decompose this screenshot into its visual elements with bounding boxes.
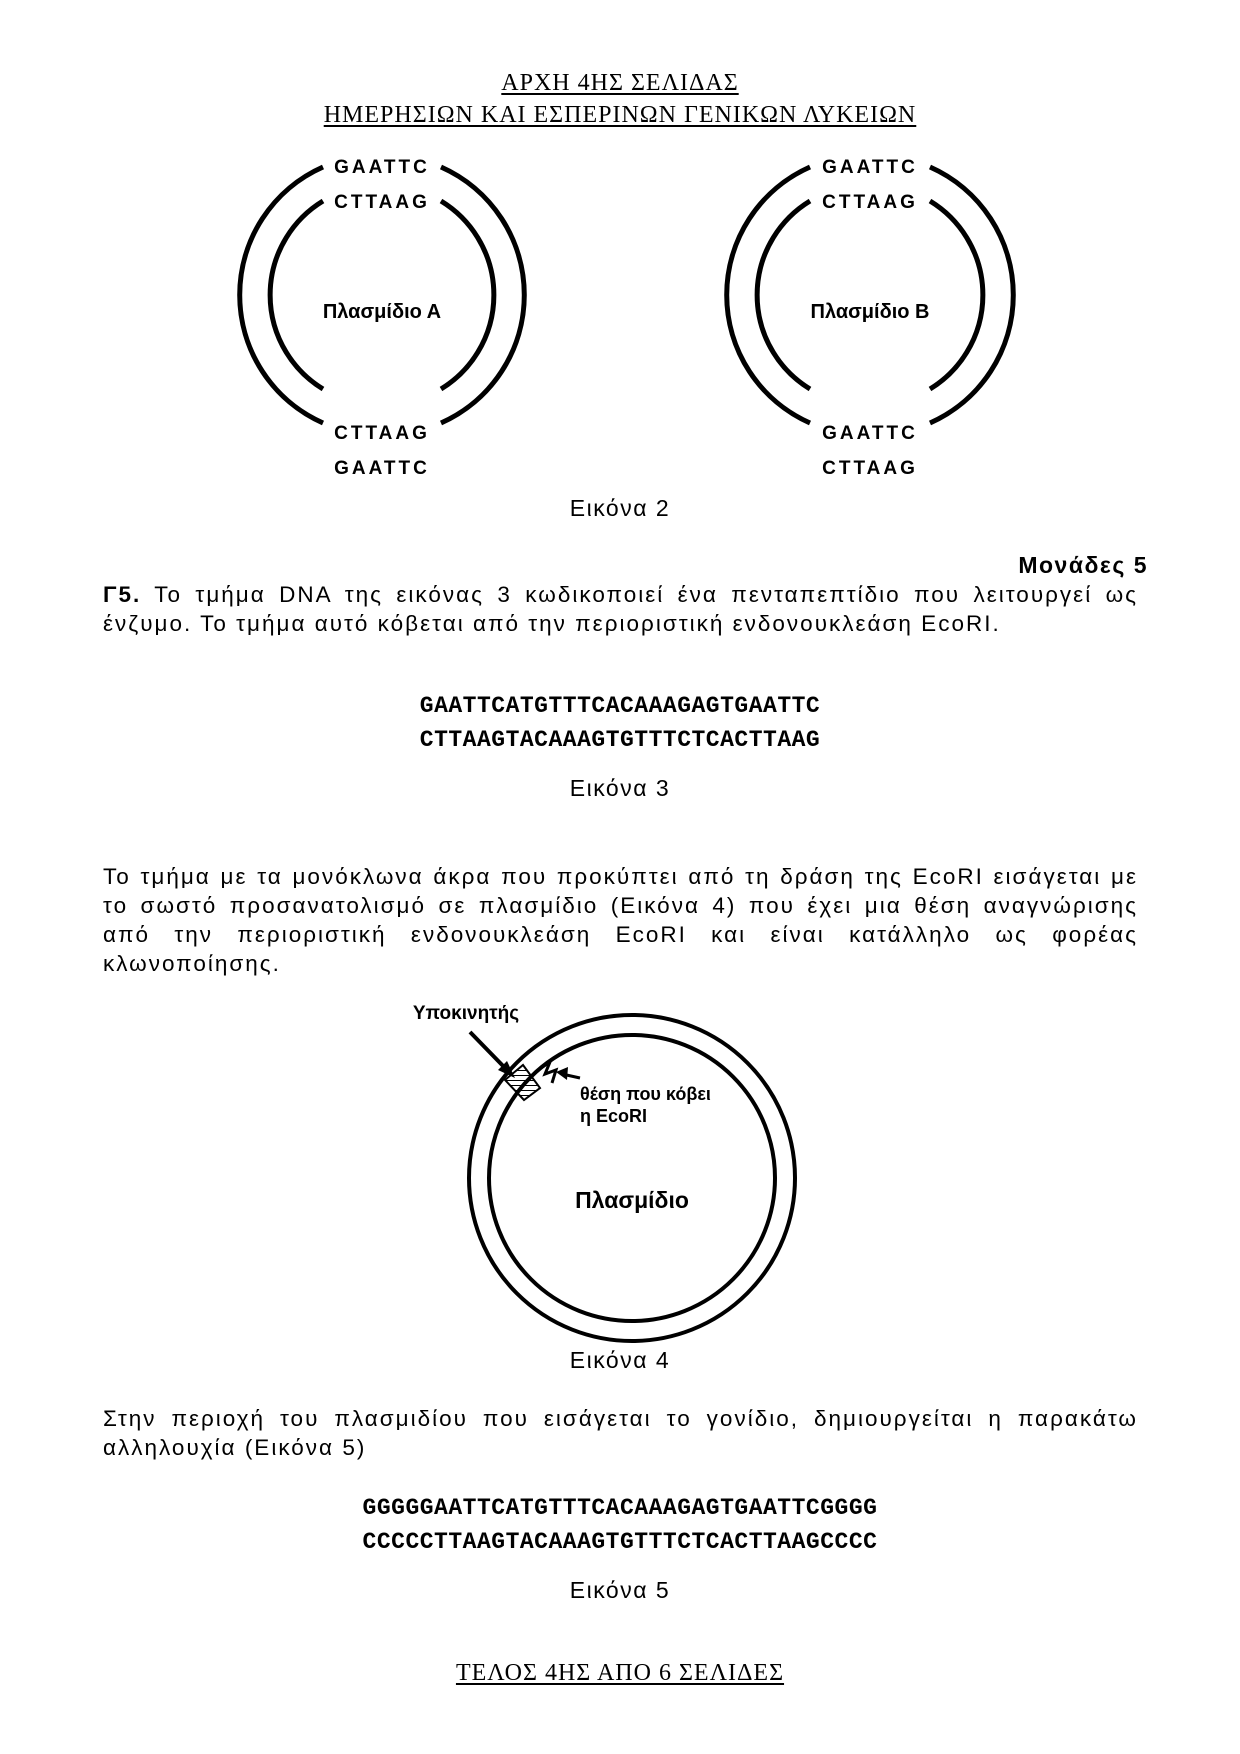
- marks-label: Μονάδες 5: [1018, 552, 1148, 578]
- figure-4-caption: Εικόνα 4: [569, 1347, 671, 1373]
- plasmid-a-top-outer-seq: GAATTC: [334, 157, 430, 178]
- plasmid-a-top-inner-seq: CTTAAG: [334, 192, 430, 213]
- figure-2-caption: Εικόνα 2: [569, 495, 671, 521]
- figure-5-strand-2: CCCCCTTAAGTACAAAGTGTTTCTCACTTAAGCCCC: [362, 1529, 878, 1555]
- plasmid-label: Πλασμίδιο: [575, 1187, 689, 1213]
- plasmid-b-bottom-outer-seq: CTTAAG: [822, 458, 918, 479]
- figure-4-diagram: [0, 990, 1240, 1350]
- plasmid-a-bottom-outer-seq: GAATTC: [334, 458, 430, 479]
- page-header-line-2: ΗΜΕΡΗΣΙΩΝ ΚΑΙ ΕΣΠΕΡΙΝΩΝ ΓΕΝΙΚΩΝ ΛΥΚΕΙΩΝ: [323, 102, 917, 128]
- plasmid-a-bottom-inner-seq: CTTAAG: [334, 423, 430, 444]
- question-number: Γ5.: [103, 582, 142, 607]
- plasmid-b-label: Πλασμίδιο Β: [810, 301, 930, 323]
- plasmid-a-diagram: [240, 157, 525, 479]
- plasmid-b-bottom-inner-seq: GAATTC: [822, 423, 918, 444]
- plasmid-b-outer-strand-right: [930, 167, 1013, 423]
- page-footer: ΤΕΛΟΣ 4ΗΣ ΑΠΟ 6 ΣΕΛΙΔΕΣ: [455, 1660, 785, 1686]
- plasmid-b-diagram: [727, 157, 1014, 479]
- paragraph-sequence: Στην περιοχή του πλασμιδίου που εισάγεται το γονίδιο, δημιουργείται η παρακάτω αλληλουχία (Εικόνα 5): [103, 1406, 1138, 1460]
- plasmid-b-inner-strand-right: [930, 201, 983, 389]
- figure-5-caption: Εικόνα 5: [569, 1577, 671, 1603]
- figure-3-strand-1: GAATTCATGTTTCACAAAGAGTGAATTC: [419, 693, 821, 719]
- plasmid-a-inner-strand-left: [270, 201, 323, 389]
- cut-site-label-line-2: η EcoRI: [580, 1106, 648, 1126]
- ecori-cut-site-mark: [538, 1062, 556, 1083]
- promoter-arrow: [470, 1032, 507, 1070]
- figure-2: [0, 140, 1240, 505]
- page-header-line-1: ΑΡΧΗ 4ΗΣ ΣΕΛΙΔΑΣ: [501, 70, 739, 96]
- promoter-label: Υποκινητής: [412, 1003, 520, 1024]
- paragraph-insertion: Το τμήμα με τα μονόκλωνα άκρα που προκύπτει από τη δράση της EcoRI εισάγεται με το σωστό προσανατολισμό σε πλασμίδιο (Εικόνα 4) που έχει μια θέση αναγνώρισης από την περιοριστική ενδονουκλεάση EcoRI και είναι κατάλληλο ως φορέας κλωνοποίησης.: [103, 864, 1138, 976]
- plasmid-a-outer-strand-right: [441, 167, 524, 423]
- plasmid-b-inner-strand-left: [757, 201, 810, 389]
- plasmid-b-top-inner-seq: CTTAAG: [822, 192, 918, 213]
- figure-4: [0, 990, 1240, 1355]
- figure-2-diagram: [0, 140, 1240, 500]
- figure-5-strand-1: GGGGGAATTCATGTTTCACAAAGAGTGAATTCGGGG: [362, 1495, 878, 1521]
- question-g5: [103, 580, 1138, 638]
- plasmid-b-outer-strand-left: [727, 167, 810, 423]
- plasmid-a-outer-strand-left: [240, 167, 323, 423]
- plasmid-a-inner-strand-right: [441, 201, 494, 389]
- cut-site-label-line-1: θέση που κόβει: [580, 1084, 711, 1104]
- plasmid-outer-ring: [469, 1015, 795, 1341]
- question-text: Το τμήμα DNA της εικόνας 3 κωδικοποιεί ένα πενταπεπτίδιο που λειτουργεί ως ένζυμο. Το τμήμα αυτό κόβεται από την περιοριστική ενδονουκλεάση EcoRI.: [103, 582, 1138, 636]
- plasmid-a-label: Πλασμίδιο Α: [322, 301, 442, 323]
- plasmid-b-top-outer-seq: GAATTC: [822, 157, 918, 178]
- figure-3-caption: Εικόνα 3: [569, 775, 671, 801]
- figure-3-strand-2: CTTAAGTACAAAGTGTTTCTCACTTAAG: [419, 727, 821, 753]
